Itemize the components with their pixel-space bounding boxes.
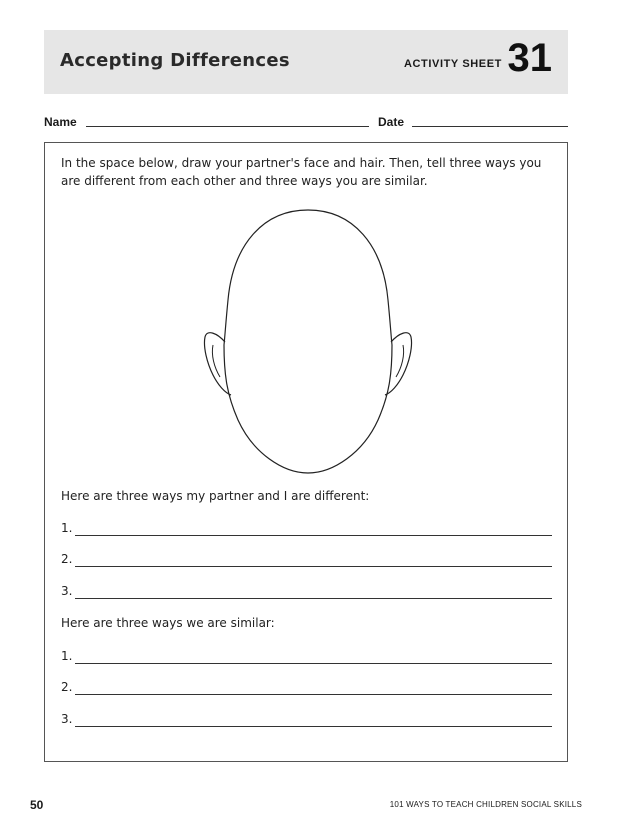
similarity-answer-2[interactable] <box>61 680 552 696</box>
face-outline-drawing-area[interactable] <box>203 205 413 477</box>
date-field[interactable] <box>412 126 568 127</box>
answer-rule <box>75 598 552 599</box>
answer-rule <box>75 663 552 664</box>
activity-sheet-label: ACTIVITY SHEET <box>403 58 502 70</box>
similarities-heading: Here are three ways we are similar: <box>61 616 275 630</box>
name-date-row <box>44 114 568 132</box>
differences-heading: Here are three ways my partner and I are different: <box>61 489 370 503</box>
similarity-answer-1[interactable] <box>61 649 552 665</box>
answer-number: 2. <box>61 680 73 694</box>
answer-number: 3. <box>61 712 73 726</box>
similarity-answer-3[interactable] <box>61 712 552 728</box>
date-label: Date <box>378 115 405 129</box>
activity-sheet-number: 31 <box>507 36 552 80</box>
answer-number: 2. <box>61 552 73 566</box>
header-band <box>44 30 568 94</box>
name-label: Name <box>44 115 77 129</box>
difference-answer-3[interactable] <box>61 584 552 600</box>
answer-number: 1. <box>61 521 73 535</box>
activity-box <box>44 142 568 762</box>
left-ear-inner-icon <box>212 345 220 377</box>
book-title: 101 WAYS TO TEACH CHILDREN SOCIAL SKILLS <box>389 800 582 809</box>
answer-number: 1. <box>61 649 73 663</box>
answer-rule <box>75 566 552 567</box>
page-number: 50 <box>30 798 44 812</box>
answer-number: 3. <box>61 584 73 598</box>
name-field[interactable] <box>86 126 369 127</box>
right-ear-inner-icon <box>396 345 404 377</box>
face-outline-icon <box>224 210 392 473</box>
instructions-text: In the space below, draw your partner's face and hair. Then, tell three ways you are different from each other and three ways you are similar. <box>61 156 542 188</box>
answer-rule <box>75 726 552 727</box>
page-title: Accepting Differences <box>60 50 290 71</box>
answer-rule <box>75 535 552 536</box>
difference-answer-1[interactable] <box>61 521 552 537</box>
answer-rule <box>75 694 552 695</box>
difference-answer-2[interactable] <box>61 552 552 568</box>
